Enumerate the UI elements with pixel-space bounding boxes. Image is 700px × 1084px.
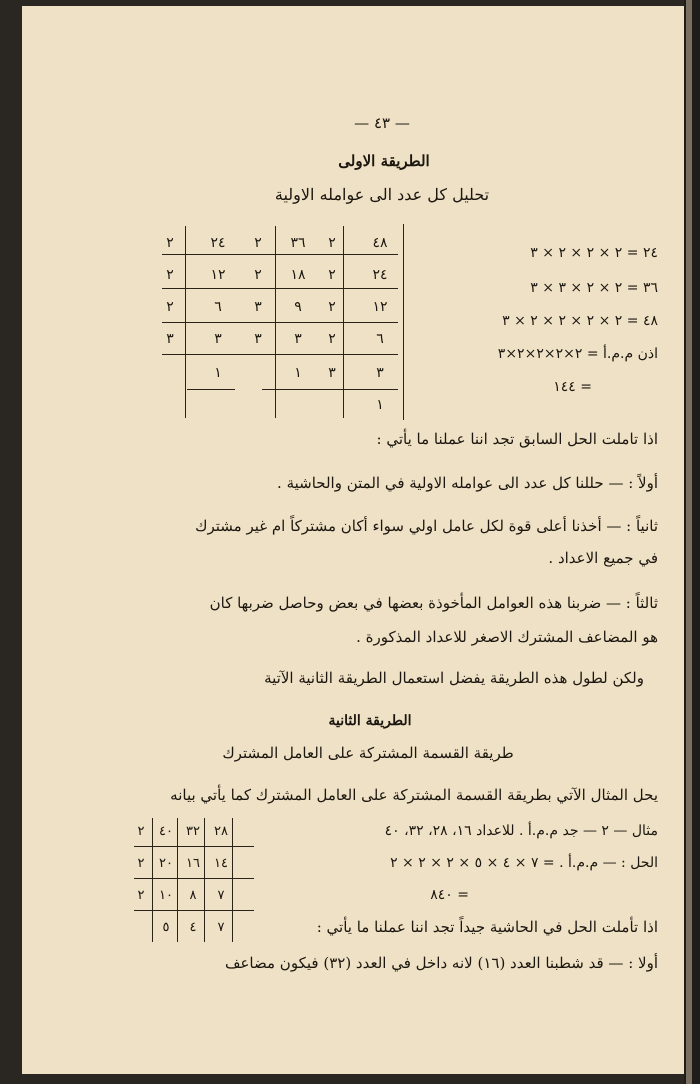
lcm-statement: اذن م.م.أ = ٢×٢×٢×٢×٣ — [497, 346, 658, 362]
grid-rule — [134, 910, 254, 911]
book-page — [22, 6, 684, 1074]
paragraph: في جميع الاعداد . — [548, 549, 658, 567]
table-rule — [262, 389, 332, 390]
table-cell: ٢ — [254, 235, 262, 251]
grid-cell: ٧ — [217, 920, 225, 935]
paragraph: أولاً : — حللنا كل عدد الى عوامله الاولية في المتن والحاشية . — [277, 474, 658, 492]
factor-equation: ٣٦ = ٢ × ٢ × ٣ × ٣ — [530, 280, 658, 296]
table-rule — [162, 288, 252, 289]
table-cell: ٢ — [328, 331, 336, 347]
grid-cell: ٤ — [189, 920, 197, 935]
table-rule — [187, 389, 235, 390]
table-cell: ٩ — [294, 299, 302, 315]
table-cell: ٢٤ — [372, 267, 388, 283]
grid-cell: ٢ — [137, 824, 145, 839]
table-cell: ٢٤ — [210, 235, 226, 251]
section2-title: الطريقة الثانية — [328, 713, 412, 729]
grid-cell: ٥ — [162, 920, 170, 935]
grid-cell: ٢ — [137, 888, 145, 903]
solution-line: الحل : — م.م.أ . = ٧ × ٤ × ٥ × ٢ × ٢ × ٢ — [390, 855, 658, 871]
factor-equation: ٢٤ = ٢ × ٢ × ٢ × ٣ — [530, 245, 658, 261]
paragraph: ثانياً : — أخذنا أعلى قوة لكل عامل اولي سواء أكان مشتركاً ام غير مشترك — [195, 517, 658, 535]
table-divider — [403, 224, 404, 420]
table-cell: ١ — [376, 397, 384, 413]
table-cell: ٦ — [214, 299, 222, 315]
grid-cell: ٣٢ — [186, 824, 200, 839]
table-cell: ٣ — [254, 331, 262, 347]
lcm-result: = ١٤٤ — [553, 379, 592, 395]
table-cell: ١ — [214, 365, 222, 381]
table-cell: ٣ — [254, 299, 262, 315]
paragraph: يحل المثال الآتي بطريقة القسمة المشتركة على العامل المشترك كما يأتي بيانه — [170, 786, 658, 804]
grid-rule — [134, 846, 254, 847]
grid-cell: ١٦ — [186, 856, 200, 871]
grid-cell: ٢ — [137, 856, 145, 871]
page-number: — ٤٣ — — [354, 114, 410, 132]
grid-cell: ١٠ — [159, 888, 173, 903]
paragraph: أولا : — قد شطبنا العدد (١٦) لانه داخل في العدد (٣٢) فيكون مضاعف — [224, 954, 658, 972]
table-cell: ٦ — [376, 331, 384, 347]
table-cell: ٤٨ — [372, 235, 388, 251]
paragraph: ثالثاً : — ضربنا هذه العوامل المأخوذة بعضها في بعض وحاصل ضربها كان — [209, 594, 658, 612]
table-cell: ٣ — [376, 365, 384, 381]
table-rule — [162, 354, 252, 355]
grid-cell: ٤٠ — [159, 824, 173, 839]
table-cell: ٢ — [166, 299, 174, 315]
paragraph: اذا تاملت الحل السابق تجد اننا عملنا ما يأتي : — [376, 430, 658, 448]
grid-cell: ٢٠ — [159, 856, 173, 871]
section1-title: الطريقة الاولى — [338, 152, 430, 170]
book-edge — [684, 0, 700, 1084]
table-cell: ٣ — [214, 331, 222, 347]
table-cell: ١٨ — [290, 267, 306, 283]
table-cell: ١٢ — [372, 299, 388, 315]
paragraph: هو المضاعف المشترك الاصغر للاعداد المذكورة . — [356, 628, 658, 646]
paragraph: اذا تأملت الحل في الحاشية جيداً تجد اننا عملنا ما يأتي : — [316, 918, 658, 936]
table-cell: ٣ — [166, 331, 174, 347]
grid-rule — [134, 878, 254, 879]
grid-divider — [232, 818, 233, 942]
table-cell: ١ — [294, 365, 302, 381]
factor-equation: ٤٨ = ٢ × ٢ × ٢ × ٢ × ٣ — [502, 313, 658, 329]
table-rule — [162, 322, 252, 323]
table-cell: ١٢ — [210, 267, 226, 283]
grid-cell: ٧ — [217, 888, 225, 903]
table-cell: ٣٦ — [290, 235, 306, 251]
table-rule — [162, 254, 252, 255]
grid-cell: ٢٨ — [214, 824, 228, 839]
table-cell: ٢ — [328, 299, 336, 315]
table-cell: ٢ — [328, 267, 336, 283]
grid-divider — [152, 818, 153, 942]
grid-divider — [204, 818, 205, 942]
solution-result: = ٨٤٠ — [430, 887, 469, 903]
section1-subtitle: تحليل كل عدد الى عوامله الاولية — [274, 185, 490, 204]
section2-subtitle: طريقة القسمة المشتركة على العامل المشترك — [222, 744, 514, 762]
grid-divider — [177, 818, 178, 942]
table-cell: ٣ — [328, 365, 336, 381]
table-cell: ٢ — [166, 267, 174, 283]
grid-cell: ٨ — [189, 888, 197, 903]
table-cell: ٣ — [294, 331, 302, 347]
paragraph: ولكن لطول هذه الطريقة يفضل استعمال الطريقة الثانية الآتية — [264, 669, 644, 687]
example-label: مثال — ٢ — جد م.م.أ . للاعداد ١٦، ٢٨، ٣٢، ٤٠ — [384, 823, 658, 839]
table-cell: ٢ — [166, 235, 174, 251]
grid-cell: ١٤ — [214, 856, 228, 871]
table-cell: ٢ — [328, 235, 336, 251]
table-cell: ٢ — [254, 267, 262, 283]
